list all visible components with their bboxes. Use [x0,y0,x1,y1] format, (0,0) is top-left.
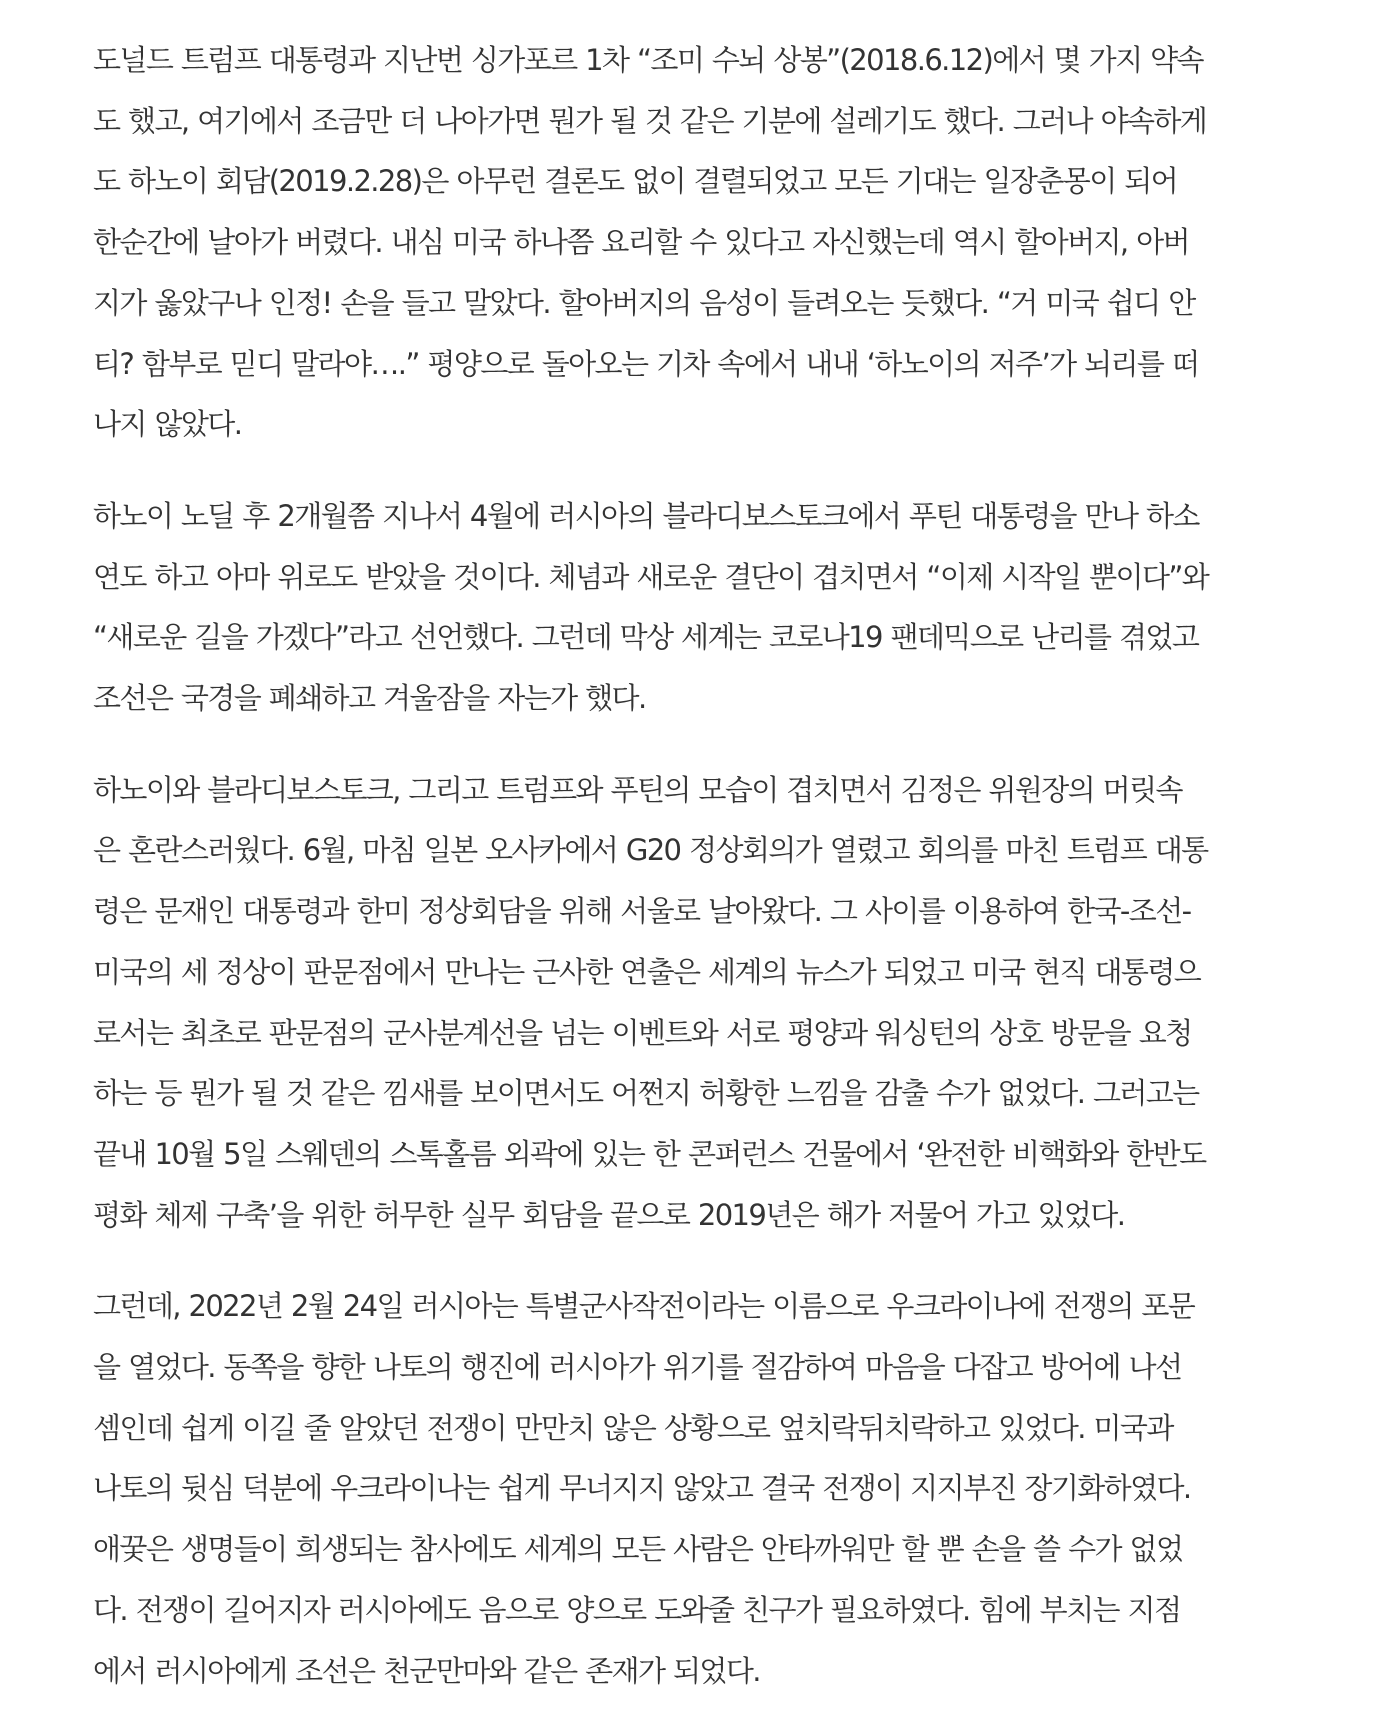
text-line: 셈인데 쉽게 이길 줄 알았던 전쟁이 만만치 않은 상황으로 엎치락뒤치락하고 있었다. 미국과 [93,1410,1173,1445]
text-line: 미국의 세 정상이 판문점에서 만나는 근사한 연출은 세계의 뉴스가 되었고 미국 현직 대통령으 [93,954,1201,989]
text-line: 로서는 최초로 판문점의 군사분계선을 넘는 이벤트와 서로 평양과 워싱턴의 상호 방문을 요청 [93,1015,1192,1050]
text-line: 도 하노이 회담(2019.2.28)은 아무런 결론도 없이 결렬되었고 모든 기대는 일장춘몽이 되어 [93,164,1178,199]
text-line: 지가 옳았구나 인정! 손을 들고 말았다. 할아버지의 음성이 들려오는 듯했다. “거 미국 쉽디 안 [93,285,1195,320]
text-line: “새로운 길을 가겠다”라고 선언했다. 그런데 막상 세계는 코로나19 팬데믹으로 난리를 겪었고 [93,620,1199,655]
text-line: 도 했고, 여기에서 조금만 더 나아가면 뭔가 될 것 같은 기분에 설레기도 했다. 그러나 야속하게 [93,103,1207,138]
text-line: 하는 등 뭔가 될 것 같은 낌새를 보이면서도 어쩐지 허황한 느낌을 감출 수가 없었다. 그러고는 [93,1076,1199,1111]
text-line: 하노이와 블라디보스토크, 그리고 트럼프와 푸틴의 모습이 겹치면서 김정은 위원장의 머릿속 [93,772,1182,807]
text-line: 에서 러시아에게 조선은 천군만마와 같은 존재가 되었다. [93,1653,760,1688]
paragraph-3 [93,760,1303,1246]
text-line: 그런데, 2022년 2월 24일 러시아는 특별군사작전이라는 이름으로 우크라이나에 전쟁의 포문 [93,1289,1195,1324]
text-line: 하노이 노딜 후 2개월쯤 지나서 4월에 러시아의 블라디보스토크에서 푸틴 대통령을 만나 하소 [93,498,1199,533]
text-line: 조선은 국경을 폐쇄하고 겨울잠을 자는가 했다. [93,681,646,716]
text-line: 나토의 뒷심 덕분에 우크라이나는 쉽게 무너지지 않았고 결국 전쟁이 지지부진 장기화하였다. [93,1471,1191,1506]
paragraph-1 [93,30,1303,455]
text-line: 령은 문재인 대통령과 한미 정상회담을 위해 서울로 날아왔다. 그 사이를 이용하여 한국-조선- [93,894,1191,929]
paragraph-4 [93,1276,1303,1701]
article-body [93,30,1303,1732]
text-line: 도널드 트럼프 대통령과 지난번 싱가포르 1차 “조미 수뇌 상봉”(2018.6.12)에서 몇 가지 약속 [93,43,1203,77]
text-line: 끝내 10월 5일 스웨덴의 스톡홀름 외곽에 있는 한 콘퍼런스 건물에서 ‘완전한 비핵화와 한반도 [93,1136,1206,1171]
text-line: 한순간에 날아가 버렸다. 내심 미국 하나쯤 요리할 수 있다고 자신했는데 역시 할아버지, 아버 [93,225,1189,260]
text-line: 을 열었다. 동쪽을 향한 나토의 행진에 러시아가 위기를 절감하여 마음을 다잡고 방어에 나선 [93,1350,1182,1385]
text-line: 나지 않았다. [93,407,242,442]
paragraph-2 [93,486,1303,729]
text-line: 애꿎은 생명들이 희생되는 참사에도 세계의 모든 사람은 안타까워만 할 뿐 손을 쓸 수가 없었 [93,1532,1183,1567]
text-line: 은 혼란스러웠다. 6월, 마침 일본 오사카에서 G20 정상회의가 열렸고 회의를 마친 트럼프 대통 [93,833,1208,868]
text-line: 평화 체제 구축’을 위한 허무한 실무 회담을 끝으로 2019년은 해가 저물어 가고 있었다. [93,1197,1125,1232]
text-line: 연도 하고 아마 위로도 받았을 것이다. 체념과 새로운 결단이 겹치면서 “이제 시작일 뿐이다”와 [93,559,1209,594]
text-line: 다. 전쟁이 길어지자 러시아에도 음으로 양으로 도와줄 친구가 필요하였다. 힘에 부치는 지점 [93,1592,1181,1627]
text-line: 티? 함부로 믿디 말라야….” 평양으로 돌아오는 기차 속에서 내내 ‘하노이의 저주’가 뇌리를 떠 [93,346,1199,381]
